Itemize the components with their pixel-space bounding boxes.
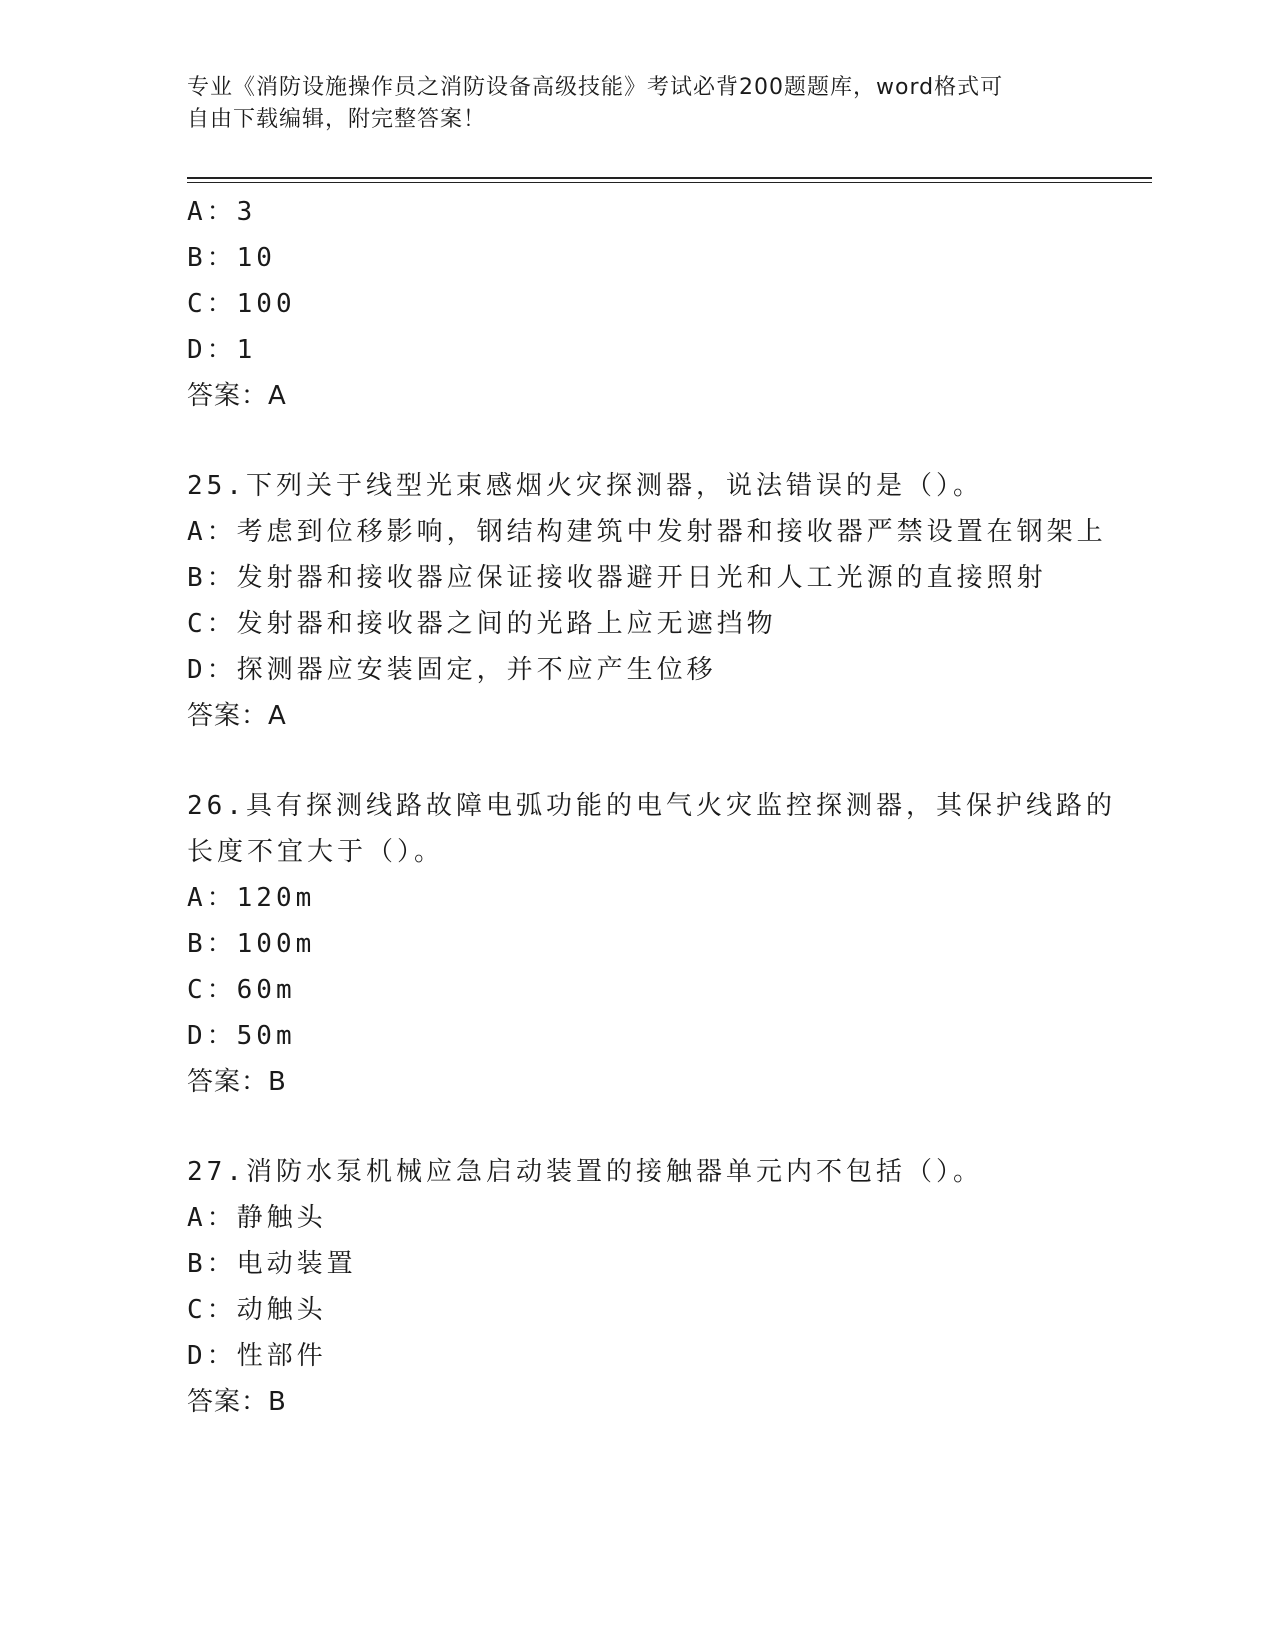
question-stem: 27.消防水泵机械应急启动装置的接触器单元内不包括（）。 [187,1157,983,1187]
answer-line: 答案：A [187,381,287,411]
question-stem-line-1: 26.具有探测线路故障电弧功能的电气火灾监控探测器，其保护线路的 [187,791,1116,821]
question-prev-block [187,189,1087,419]
question-stem: 25.下列关于线型光束感烟火灾探测器，说法错误的是（）。 [187,471,983,501]
spacer [187,419,1087,463]
question-27-block [187,1149,1087,1425]
question-25-block [187,463,1107,739]
option-b: B：100m [187,929,316,959]
option-a: A：静触头 [187,1203,327,1233]
option-d: D：1 [187,335,257,365]
answer-line: 答案：B [187,1067,287,1097]
question-list [187,189,1116,1425]
option-c: C：60m [187,975,296,1005]
option-a: A：3 [187,197,257,227]
option-a: A：考虑到位移影响，钢结构建筑中发射器和接收器严禁设置在钢架上 [187,517,1107,547]
option-d: D：50m [187,1021,296,1051]
header-divider-thin [187,182,1152,183]
document-header [187,72,1067,136]
answer-line: 答案：A [187,701,287,731]
option-c: C：动触头 [187,1295,327,1325]
option-c: C：100 [187,289,296,319]
option-a: A：120m [187,883,316,913]
option-b: B：电动装置 [187,1249,357,1279]
answer-line: 答案：B [187,1387,287,1417]
header-line-1: 专业《消防设施操作员之消防设备高级技能》考试必背200题题库，word格式可 [187,75,1004,100]
question-stem-line-2: 长度不宜大于（）。 [187,837,445,867]
option-b: B：发射器和接收器应保证接收器避开日光和人工光源的直接照射 [187,563,1047,593]
option-c: C：发射器和接收器之间的光路上应无遮挡物 [187,609,777,639]
header-line-2: 自由下载编辑，附完整答案！ [187,107,487,132]
spacer [187,1105,1087,1149]
option-d: D：探测器应安装固定，并不应产生位移 [187,655,717,685]
question-26-block [187,783,1116,1105]
spacer [187,739,1087,783]
header-divider-thick [187,177,1152,179]
option-d: D：性部件 [187,1341,327,1371]
option-b: B：10 [187,243,276,273]
